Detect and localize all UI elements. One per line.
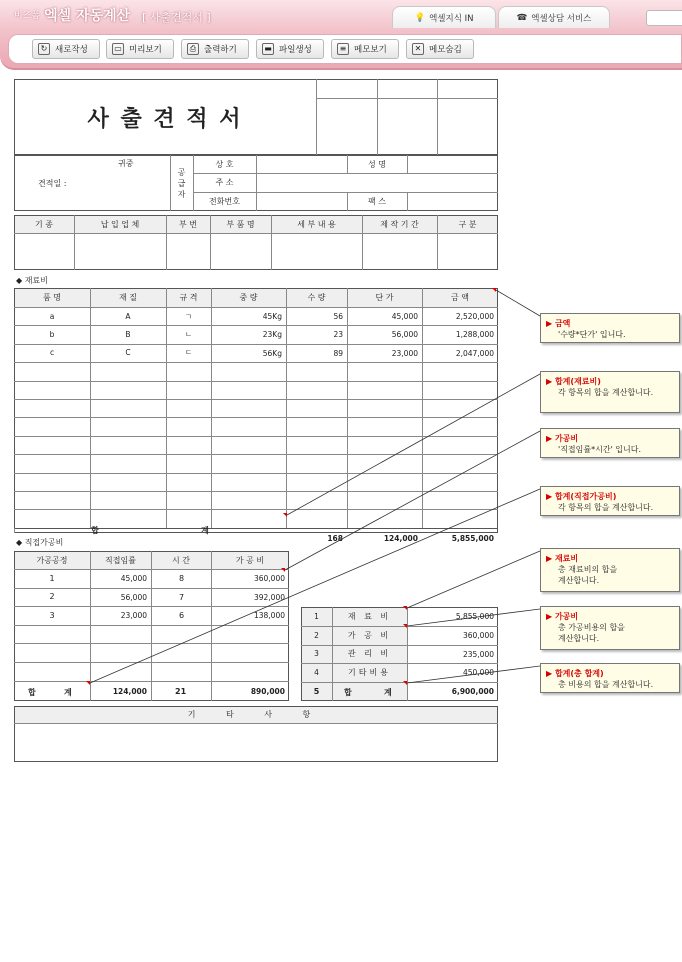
recipient-label: 귀중 — [118, 159, 134, 168]
processing-cell: 56,000 — [120, 592, 147, 602]
memo-connector — [407, 666, 540, 683]
summary-total-label: 합 — [344, 688, 352, 698]
memo-note-body: 계산합니다. — [558, 634, 600, 643]
summary-no: 4 — [314, 668, 319, 678]
refresh-icon: ↻ — [38, 43, 50, 55]
material-header-cell: 재 질 — [119, 293, 137, 302]
memo-connector — [90, 489, 540, 683]
processing-cell: 8 — [179, 574, 185, 583]
processing-cell: 23,000 — [120, 611, 147, 621]
info-header-cell: 기 종 — [35, 219, 53, 229]
material-cell: 1,288,000 — [455, 330, 494, 340]
fax-label: 팩 스 — [368, 197, 386, 206]
summary-total-value: 6,900,000 — [451, 687, 494, 697]
material-cell: ㄷ — [184, 348, 193, 358]
date-label: 견적일 : — [38, 179, 67, 188]
material-cell: a — [49, 311, 55, 321]
material-cell: C — [125, 348, 131, 358]
phone-label: 전화번호 — [209, 197, 240, 206]
material-cell: 2,520,000 — [455, 312, 494, 321]
summary-label: 재 료 비 — [347, 611, 392, 621]
comment-marker — [283, 513, 287, 517]
info-header-cell: 부 품 명 — [226, 219, 255, 229]
summary-value: 450,000 — [462, 668, 494, 678]
processing-cell: 3 — [49, 610, 55, 620]
preview-button[interactable]: ▭ 미리보기 — [106, 39, 174, 59]
comment-marker — [86, 681, 90, 685]
doc-subtitle: [ 사출견적서 ] — [142, 11, 211, 24]
print-button[interactable]: ⎙ 출력하기 — [181, 39, 249, 59]
material-cell: 23 — [333, 330, 343, 340]
brand-logo: 비즈폼 — [14, 11, 41, 21]
folder-icon: ▬ — [262, 43, 274, 55]
material-header-cell: 수 량 — [307, 293, 326, 302]
material-header-cell: 중 량 — [239, 293, 258, 302]
material-cell: 56,000 — [391, 330, 418, 340]
material-header-cell: 품 명 — [43, 293, 61, 302]
memo-connector — [285, 431, 540, 570]
processing-cell: 1 — [49, 573, 55, 583]
info-header-cell: 부 번 — [179, 219, 197, 229]
comment-marker — [281, 568, 285, 572]
material-total-label: 계 — [201, 525, 209, 535]
material-cell: ㄱ — [184, 311, 193, 321]
memo-connector — [287, 374, 540, 515]
material-cell: ㄴ — [184, 330, 193, 340]
close-memo-icon: ✕ — [412, 43, 424, 55]
material-header-cell: 금 액 — [451, 293, 469, 302]
app-title: 엑셀 자동계산 — [44, 8, 131, 24]
file-create-button[interactable]: ▬ 파일생성 — [256, 39, 324, 59]
comment-marker — [403, 624, 407, 628]
rep-name-label: 성 명 — [368, 159, 386, 169]
memo-note-body: 계산합니다. — [558, 576, 600, 585]
processing-cell: 45,000 — [120, 574, 147, 583]
new-button[interactable]: ↻ 새로작성 — [32, 39, 100, 59]
memo-icon: ≡ — [337, 43, 349, 55]
summary-label: 가 공 비 — [347, 630, 392, 640]
material-cell: 2,047,000 — [455, 348, 494, 358]
material-header-cell: 규 격 — [179, 293, 198, 302]
memo-show-button[interactable]: ≡ 메모보기 — [331, 39, 399, 59]
material-cell: 45,000 — [391, 312, 418, 321]
tab-excel-consult[interactable]: ☎ 엑셀상담 서비스 — [498, 6, 610, 28]
page-title: 사 출 견 적 서 — [87, 106, 243, 132]
summary-value: 5,855,000 — [455, 612, 494, 621]
processing-cell: 392,000 — [253, 592, 285, 602]
memo-note-title: ▶ 합계(재료비) — [546, 376, 674, 387]
summary-no: 1 — [314, 611, 319, 621]
comment-marker — [403, 681, 407, 685]
summary-total-no: 5 — [313, 687, 320, 697]
processing-total-label: 합 — [28, 687, 36, 697]
tab-excel-knowledge[interactable]: 💡 엑셀지식 IN — [392, 6, 496, 28]
processing-cell: 2 — [49, 592, 55, 602]
company-name-label: 상 호 — [215, 159, 234, 169]
memo-hide-button[interactable]: ✕ 메모숨김 — [406, 39, 474, 59]
processing-cell: 138,000 — [253, 611, 285, 621]
memo-note-title: ▶ 합계(총 합계) — [546, 668, 674, 679]
memo-note-body: 총 비용의 합을 계산합니다. — [558, 680, 654, 689]
comment-marker — [492, 288, 496, 292]
supplier-label: 공급자 — [177, 167, 186, 199]
info-header-cell: 제 작 기 간 — [380, 219, 419, 229]
memo-connector — [407, 551, 540, 608]
material-cell: 89 — [333, 348, 343, 358]
summary-label: 기타비용 — [348, 668, 391, 678]
summary-value: 360,000 — [462, 630, 494, 640]
info-header-cell: 납 입 업 체 — [100, 219, 140, 229]
memo-note-title: ▶ 합계(직접가공비) — [546, 491, 674, 502]
processing-cell: 7 — [179, 592, 185, 602]
memo-note-title: ▶ 재료비 — [546, 553, 674, 564]
processing-total-time: 21 — [175, 686, 187, 696]
material-cell: 23,000 — [391, 348, 418, 358]
memo-connector — [407, 609, 540, 626]
memo-connector — [496, 290, 540, 316]
processing-cell: 360,000 — [253, 574, 285, 583]
material-cell: 56 — [333, 312, 343, 321]
material-total-price: 124,000 — [383, 533, 418, 543]
processing-section-title: ◆ 직접가공비 — [16, 538, 64, 547]
memo-note-title: ▶ 가공비 — [546, 611, 674, 622]
material-header-cell: 단 가 — [375, 293, 394, 302]
summary-label: 관 리 비 — [347, 649, 392, 659]
summary-no: 2 — [314, 630, 319, 640]
summary-value: 235,000 — [462, 649, 494, 659]
processing-header-cell: 직접임률 — [105, 555, 136, 565]
processing-total-label: 계 — [64, 687, 72, 697]
processing-header-cell: 가 공 비 — [235, 555, 265, 565]
info-header-cell: 세 부 내 용 — [297, 219, 336, 229]
material-cell: 23Kg — [262, 330, 282, 340]
memo-note-body: '직접임률*시간' 입니다. — [558, 445, 642, 454]
processing-cell: 6 — [179, 611, 185, 621]
memo-note-title: ▶ 가공비 — [546, 433, 674, 444]
address-label: 주 소 — [215, 178, 234, 187]
memo-note-body: 총 재료비의 합을 — [558, 565, 618, 574]
material-cell: 56Kg — [262, 348, 282, 358]
comment-marker — [403, 606, 407, 610]
printer-icon: ⎙ — [187, 43, 199, 55]
material-cell: 45Kg — [262, 312, 282, 321]
material-cell: B — [125, 330, 131, 340]
material-total-label: 합 — [91, 525, 99, 535]
material-cell: c — [49, 348, 55, 358]
material-section-title: ◆ 재료비 — [16, 276, 48, 285]
memo-note-body: 각 항목의 합을 계산합니다. — [558, 503, 654, 512]
material-total-qty: 168 — [327, 533, 343, 543]
lightbulb-icon: 💡 — [414, 12, 426, 23]
material-cell: b — [49, 330, 55, 340]
remarks-label: 기 타 사 항 — [187, 710, 325, 719]
phone-icon: ☎ — [516, 12, 528, 23]
material-total-amount: 5,855,000 — [451, 533, 494, 543]
memo-note-body: 총 가공비용의 합을 — [558, 623, 625, 632]
memo-note-body: '수량*단가' 입니다. — [558, 330, 626, 339]
summary-no: 3 — [314, 649, 319, 659]
material-cell: A — [125, 311, 131, 321]
info-header-cell: 구 분 — [458, 219, 477, 229]
processing-total-cost: 890,000 — [250, 686, 285, 696]
processing-header-cell: 시 간 — [172, 555, 190, 565]
summary-total-label: 계 — [384, 688, 392, 698]
memo-note-title: ▶ 금액 — [546, 318, 674, 329]
processing-total-rate: 124,000 — [112, 686, 147, 696]
processing-header-cell: 가공공정 — [36, 555, 68, 565]
monitor-icon: ▭ — [112, 43, 124, 55]
memo-note-body: 각 항목의 합을 계산합니다. — [558, 388, 654, 397]
